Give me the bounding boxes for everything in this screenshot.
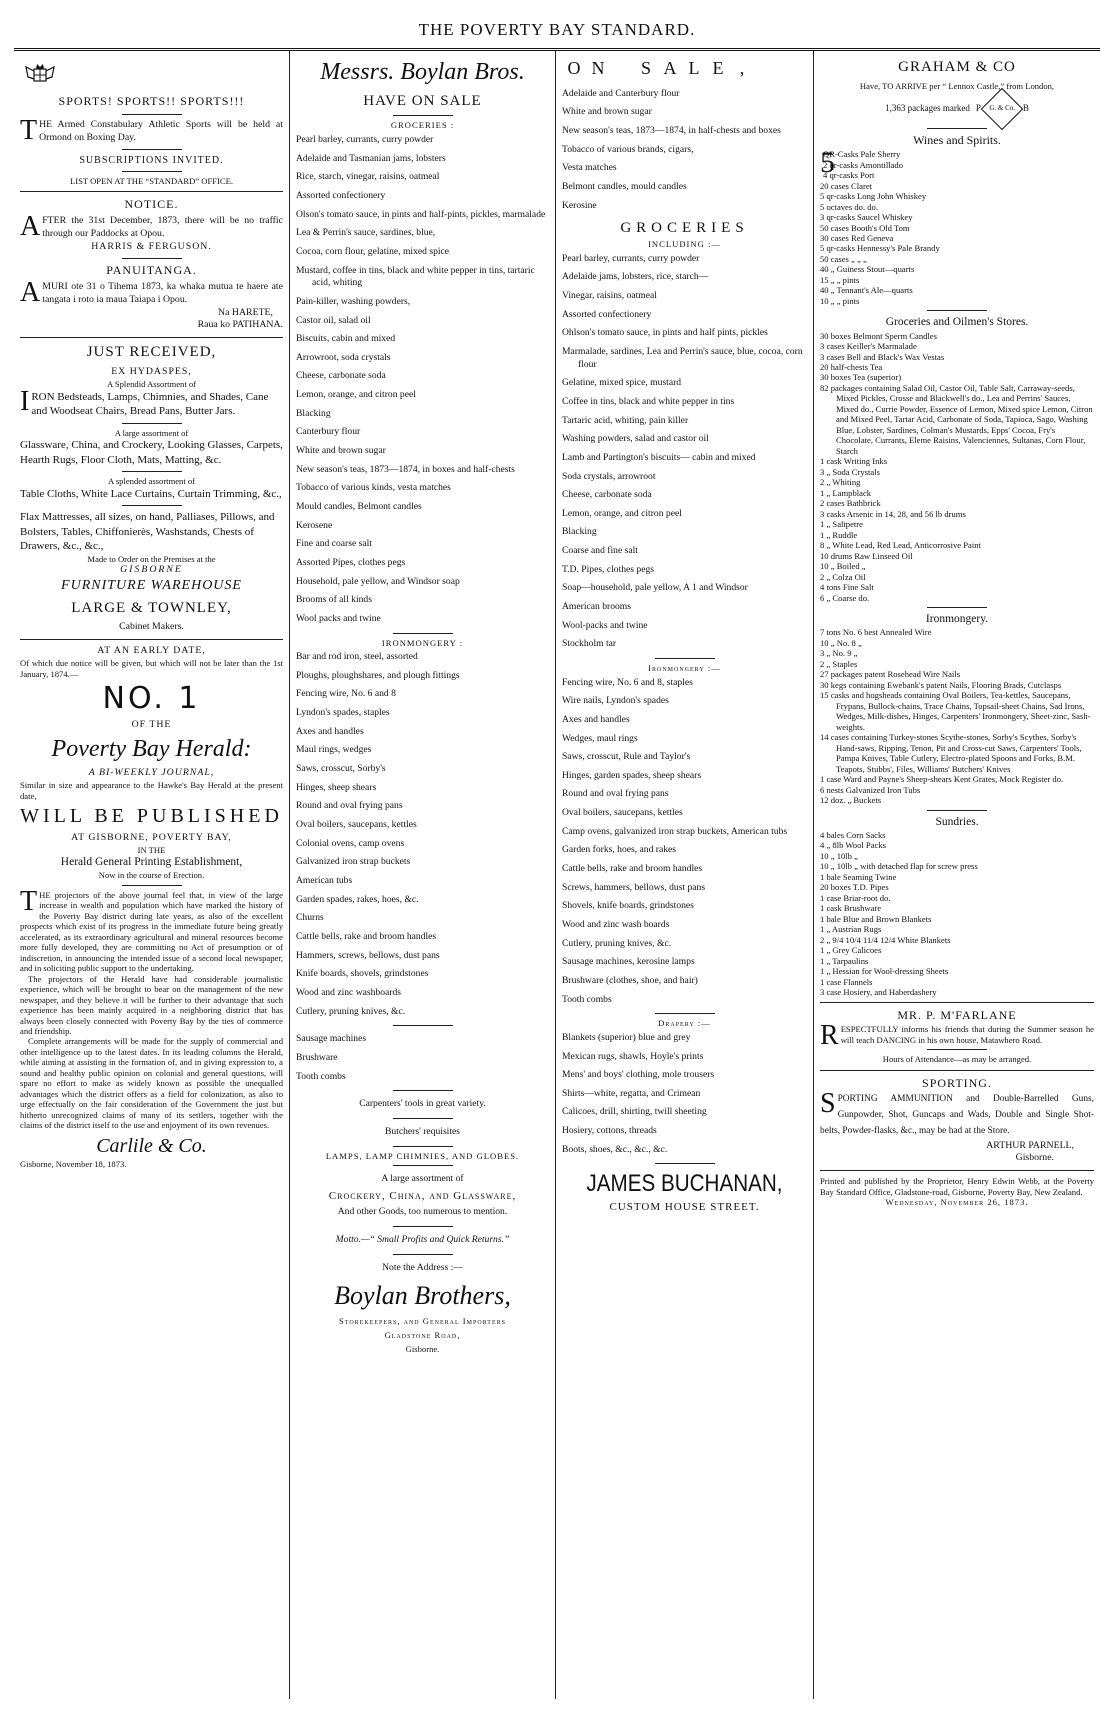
grocery-item: New season's teas, 1873—1874, in boxes and half-chests: [296, 463, 515, 475]
projectors-para-2: The projectors of the Herald have had considerable journalistic experience, which will be brought to bear on the management of the new newspaper, and they believe it will be further to their advantage that such experience has been mainly acquired in a neighboring district that has always been closely connected with Poverty Bay by the ties of commerce and friendship.: [20, 973, 283, 1036]
column-1: [14, 51, 290, 1699]
grocery-item: Marmalade, sardines, Lea and Perrin's sauce, blue, cocoa, corn flour: [562, 345, 803, 370]
sundry-item: Sausage machines: [296, 1033, 367, 1045]
grocery-item: 1 „ Lampblack: [820, 487, 872, 498]
ironmongery-item: Fencing wire, No. 6 and 8, staples: [562, 676, 693, 688]
sundry-item: 1 „ Tarpaulins: [820, 955, 869, 966]
storekeepers: Storekeepers, and General Importers: [339, 1315, 506, 1326]
just-received: JUST RECEIVED,: [86, 344, 217, 361]
ironmongery-item: 7 tons No. 6 best Annealed Wire: [820, 627, 932, 638]
ironmongery-item: 1 case Ward and Payne's Sheep-shears Kent Grates, Mock Register do.: [820, 774, 1064, 785]
list-open: LIST OPEN AT THE “STANDARD” OFFICE.: [69, 175, 234, 186]
grocery-item: Lemon, orange, and citron peel: [562, 507, 682, 519]
ironmongery-item: Tooth combs: [562, 993, 612, 1005]
will-be-published: WILL BE PUBLISHED: [20, 805, 283, 828]
ironmongery-item: Fencing wire, No. 6 and 8: [296, 688, 396, 700]
packages-mark: 1,363 packages marked P G. & Co. B: [820, 94, 1094, 124]
wine-item: 20 cases Claret: [820, 180, 873, 191]
lamps: LAMPS, LAMP CHIMNIES, AND GLOBES.: [325, 1150, 520, 1161]
sundry-item: 4 bales Corn Sacks: [820, 829, 886, 840]
drapery-list: [562, 1029, 807, 1160]
panuitanga-heading: PANUITANGA.: [106, 262, 197, 277]
drapery-item: Mens' and boys' clothing, mole trousers: [562, 1069, 715, 1081]
ironmongery-item: 6 nests Galvanized Iron Tubs: [820, 784, 921, 795]
sundry-item: 1 cask Brushware: [820, 903, 882, 914]
ironmongery-item: Saws, crosscut, Rule and Taylor's: [562, 751, 691, 763]
wine-item: 50 cases „ „ „: [820, 253, 867, 264]
sundries-list: [820, 830, 1094, 998]
ironmongery-item: Hammers, screws, bellows, dust pans: [296, 949, 440, 961]
grocery-item: 2 cases Bathbrick: [820, 498, 881, 509]
wine-item: 4 qr-casks Port: [823, 170, 875, 181]
panuitanga-sig-1: Na HARETE,: [218, 306, 273, 318]
ironmongery-item: Garden forks, hoes, and rakes: [562, 844, 677, 856]
ironmongery-item: Cattle bells, rake and broom handles: [296, 931, 437, 942]
ironmongery-item: Cattle bells, rake and broom handles: [562, 863, 703, 875]
ironmongery-item: Wire nails, Lyndon's spades: [562, 695, 669, 707]
wednesday-date: Wednesday, November 26, 1873.: [885, 1197, 1029, 1208]
ironmongery-item: American tubs: [296, 875, 353, 887]
on-sale-letter: L: [688, 58, 700, 78]
wine-item: 40 „ Guiness Stout—quarts: [820, 264, 915, 275]
grocery-item: 2 „ Whiting: [820, 477, 861, 488]
ironmongery-item: Hinges, garden spades, sheep shears: [562, 769, 702, 781]
ironmongery-item: Bar and rod iron, steel, assorted: [296, 651, 418, 663]
wine-item: 5 qr-casks Long John Whiskey: [820, 191, 927, 202]
sundry-item: 20 boxes T.D. Pipes: [820, 882, 889, 893]
gisborne-c2: Gisborne.: [405, 1344, 440, 1355]
grocery-item: 6 „ Coarse do.: [820, 592, 870, 603]
sundry-item: 1 bale Blue and Brown Blankets: [820, 913, 932, 924]
no-1: NO. 1: [102, 681, 201, 717]
graham-co: GRAHAM & CO: [898, 59, 1016, 75]
grocery-item: Pain-killer, washing powders,: [296, 295, 411, 307]
sporting-body: SPORTING AMMUNITION and Double-Barrelled Guns, Gunpowder, Shot, Guncaps and Wads, Double and Single Shot-belts, Powder-flasks, &c., may be had at the Store.: [820, 1087, 1094, 1136]
sundry-item: 3 case Hosiery, and Haberdashery: [820, 986, 937, 997]
on-sale-item: Vesta matches: [562, 162, 617, 174]
on-sale-item: Tobacco of various brands, cigars,: [562, 143, 694, 155]
grocery-item: Adelaide jams, lobsters, rice, starch—: [562, 271, 709, 283]
ironmongery-item: Ploughs, ploughshares, and plough fittings: [296, 669, 460, 681]
grocery-item: Washing powders, salad and castor oil: [562, 433, 709, 445]
grocery-item: 1 cask Writing Inks: [820, 456, 888, 467]
grocery-item: Lea & Perrin's sauce, sardines, blue,: [296, 227, 436, 239]
custom-house-street: CUSTOM HOUSE STREET.: [609, 1201, 760, 1214]
ironmongery-item: 3 „ No. 9 „: [820, 648, 858, 659]
ironmongery-item: Colonial ovens, camp ovens: [296, 837, 405, 849]
drapery-item: Boots, shoes, &c., &c., &c.: [562, 1143, 668, 1155]
on-sale-item: Belmont candles, mould candles: [562, 181, 687, 193]
ironmongery-item: Axes and handles: [296, 725, 364, 737]
ironmongery-item: Sausage machines, kerosine lamps: [562, 956, 695, 968]
to-arrive: Have, TO ARRIVE per “ Lennox Castle,” from London,: [859, 80, 1055, 91]
on-sale-letter: O: [567, 58, 581, 78]
herald-establishment: Herald General Printing Establishment,: [60, 856, 243, 869]
grocery-item: Coarse and fine salt: [562, 545, 638, 557]
grocery-item: 10 drums Raw Linseed Oil: [820, 550, 913, 561]
sundry-item: 1 „ Austrian Rugs: [820, 924, 882, 935]
similar-size: Similar in size and appearance to the Hawke's Bay Herald at the present date,: [20, 780, 283, 801]
grocery-item: Brooms of all kinds: [296, 594, 372, 606]
sporting-heading: SPORTING.: [922, 1075, 992, 1090]
on-sale-list: [562, 85, 807, 216]
mcfarlane: MR. P. M'FARLANE: [897, 1008, 1017, 1023]
column-3: [556, 51, 814, 1699]
panuitanga-body: AMURI ote 31 o Tihema 1873, ka whaka mutua te haere ate tangata i roto ia maua Taiapa i Opou.: [20, 276, 283, 308]
ironmongery-item: Brushware (clothes, shoe, and hair): [562, 975, 698, 987]
grocery-item: 8 „ White Lead, Red Lead, Anticorrosive Paint: [820, 540, 981, 551]
column-4: [814, 51, 1100, 1699]
subscriptions-invited: SUBSCRIPTIONS INVITED.: [79, 154, 224, 166]
ex-hydaspes: EX HYDASPES,: [111, 366, 192, 378]
on-sale-letter: ,: [739, 58, 745, 78]
of-the: OF THE: [131, 718, 172, 730]
have-on-sale: HAVE ON SALE: [363, 92, 482, 109]
wine-item: 30 cases Red Geneva: [820, 232, 894, 243]
grocery-item: Tobacco of various kinds, vesta matches: [296, 482, 451, 494]
ironmongery-item: Wood and zinc washboards: [296, 986, 401, 998]
grocery-item: Rice, starch, vinegar, raisins, oatmeal: [296, 171, 440, 183]
projectors-para-1: THE projectors of the above journal feel that, in view of the large increase in wealth and population which have marked the history of the Poverty Bay district during late years, as also of the excellent prospects which exist of its progress in the immediate future being greatly accelerated, as its extraordinary agricultural and mineral resources become more fully developed, they are committing no Act of presumption or of indiscretion, in announcing the intended issue of a second local newspaper, and in soliciting public support to the undertaking.: [20, 885, 283, 974]
bi-weekly: A BI-WEEKLY JOURNAL,: [88, 767, 215, 779]
motto: Motto.—“ Small Profits and Quick Returns.”: [335, 1233, 510, 1245]
james-buchanan: JAMES BUCHANAN,: [586, 1170, 783, 1198]
ironmongery-heading-c4: Ironmongery.: [925, 613, 989, 626]
oilmen-list: [820, 331, 1094, 604]
column-2: [290, 51, 556, 1699]
grocery-item: Blacking: [562, 526, 597, 538]
grocery-item: 1 „ Saltpetre: [820, 519, 863, 530]
grocery-item: Soap—household, pale yellow, A 1 and Windsor: [562, 582, 748, 594]
wine-item: 2 qr-casks Amontillado: [823, 159, 904, 170]
grocery-item: 30 boxes Belmont Sperm Candles: [820, 330, 937, 341]
groceries-heading-c3: GROCERIES: [620, 220, 749, 237]
royal-crest-icon: [20, 61, 60, 85]
ironmongery-item: Knife boards, shovels, grindstones: [296, 968, 429, 980]
ironmongery-list: [296, 648, 549, 1021]
on-sale-letter: N: [591, 58, 605, 78]
course-of-erection: Now in the course of Erection.: [98, 870, 205, 881]
carlile-co: Carlile & Co.: [96, 1134, 207, 1157]
grocery-item: 3 „ Soda Crystals: [820, 466, 880, 477]
grocery-item: 3 cases Bell and Black's Wax Vestas: [820, 351, 945, 362]
iron-bedsteads: IRON Bedsteads, Lamps, Chimnies, and Shades, Cane and Woodseat Chairs, Bread Pans, Butter Jars.: [20, 385, 269, 418]
cabinet-makers: Cabinet Makers.: [119, 621, 184, 633]
grocery-item: 30 boxes Tea (superior): [820, 372, 902, 383]
sundry-item: 1 „ Hessian for Wool-dressing Sheets: [820, 966, 949, 977]
grocery-item: Lamb and Partington's biscuits— cabin and mixed: [562, 451, 756, 463]
grocery-item: Soda crystals, arrowroot: [562, 470, 656, 482]
including: INCLUDING :—: [648, 239, 721, 250]
grocery-item: 1 „ Ruddle: [820, 529, 858, 540]
ironmongery-item: 14 cases containing Turkey-stones Scythe-stones, Sorby's Scythes, Sorby's Hand-saws, Ripping, Tenon, Pit and Cross-cut Saws, Carpenters' Tools, Pampa Knives, Table Cutlery, Electro-plated Spoons and Forks, B.M. Teapots, Stubbs', Files, Williams' Butchers' Knives: [820, 732, 1082, 774]
ironmongery-item: Lyndon's spades, staples: [296, 707, 390, 719]
grocery-item: Wool packs and twine: [296, 613, 381, 625]
ironmongery-item: Cutlery, pruning knives, &c.: [562, 937, 672, 949]
sundry-item: 10 „ 10lb „: [820, 850, 858, 861]
ironmongery-list-c3: [562, 674, 807, 1010]
groceries-list-c3: [562, 250, 807, 654]
drapery-item: Mexican rugs, shawls, Hoyle's prints: [562, 1050, 704, 1062]
on-sale-letter: S: [640, 58, 651, 78]
drapery-heading: Drapery :—: [658, 1018, 711, 1029]
grocery-item: T.D. Pipes, clothes pegs: [562, 563, 655, 575]
wine-item: 3 qr-casks Saucel Whiskey: [820, 212, 913, 223]
grocery-item: 2 „ Colza Oil: [820, 571, 866, 582]
splendid-assortment: A Splendid Assortment of: [106, 379, 197, 390]
ironmongery-item: Shovels, knife boards, grindstones: [562, 900, 694, 912]
grocery-item: 20 half-chests Tea: [820, 362, 883, 372]
columns: [14, 51, 1100, 1699]
groceries-heading: GROCERIES :: [390, 120, 455, 131]
wine-item: 5 qr-casks Hennessy's Pale Brandy: [820, 243, 940, 254]
arthur-parnell: ARTHUR PARNELL,: [986, 1139, 1074, 1151]
wine-list: 5 QR-Casks Pale Sherry 2 qr-casks Amontillado 4 qr-casks Port 20 cases Claret 5 qr-casks Long John Whiskey 5 octaves do. do. 3 qr-casks Saucel Whiskey 50 cases Booth's Old Tom 30 cases Red Geneva 5 qr-casks Hennessy's Pale Brandy 50 cases „ „ „ 40 „ Guiness Stout—quarts 15 „ „ pints 40 „ Tennant's Ale—quarts 10 „ „ pints: [820, 149, 1094, 306]
ironmongery-item: Garden spades, rakes, hoes, &c.: [296, 893, 419, 905]
ironmongery-item: Camp ovens, galvanized iron strap buckets, American tubs: [562, 825, 788, 837]
grocery-item: Assorted Pipes, clothes pegs: [296, 557, 406, 569]
in-the: IN THE: [137, 844, 166, 855]
gisborne-label: GISBORNE: [120, 564, 183, 576]
sundry-item: 1 „ Grey Calicoes: [820, 945, 882, 956]
grocery-item: Lemon, orange, and citron peel: [296, 389, 416, 401]
wine-item: 50 cases Booth's Old Tom: [820, 222, 910, 233]
grocery-item: Mould candles, Belmont candles: [296, 501, 422, 513]
dateline: Gisborne, November 18, 1873.: [20, 1159, 127, 1170]
grocery-item: Arrowroot, soda crystals: [296, 351, 391, 363]
wine-item: 40 „ Tennant's Ale—quarts: [820, 285, 913, 296]
sundry-item: 1 case Briar-root do.: [820, 892, 891, 903]
grocery-item: Wool-packs and twine: [562, 619, 648, 631]
grocery-item: Cheese, carbonate soda: [296, 370, 386, 382]
grocery-item: 10 „ Boiled „: [820, 561, 866, 572]
sundry-item: 4 „ 8lb Wool Packs: [820, 840, 886, 851]
ironmongery-item: 15 casks and hogsheads containing Oval Boilers, Tea-kettles, Saucepans, Frypans, Bullock-chains, Trace Chains, Topsail-sheet Chains, Sad Irons, Wedges, Milk-dishes, Hinges, Carpenters' Ironmongery, Sheet-zinc, Sash-weights.: [820, 690, 1091, 732]
sundry-item: Brushware: [296, 1051, 338, 1063]
grocery-item: Assorted confectionery: [562, 308, 652, 320]
crockery: Crockery, China, and Glassware,: [328, 1189, 517, 1202]
grocery-item: 3 casks Arsenic in 14, 28, and 56 lb drums: [820, 508, 966, 519]
ironmongery-heading: IRONMONGERY :: [381, 637, 464, 648]
boylan-bros-title: Messrs. Boylan Bros.: [320, 59, 525, 85]
ironmongery-item: Oval boilers, saucepans, kettles: [562, 807, 683, 819]
ironmongery-item: Maul rings, wedges: [296, 744, 372, 756]
grocery-item: Mustard, coffee in tins, black and white pepper in tins, tartaric acid, whiting: [296, 264, 535, 289]
ironmongery-item: Galvanized iron strap buckets: [296, 856, 411, 868]
groceries-oilmen: Groceries and Oilmen's Stores.: [885, 316, 1029, 329]
drapery-item: Hosiery, cottons, threads: [562, 1125, 657, 1137]
grocery-item: Household, pale yellow, and Windsor soap: [296, 575, 460, 587]
splendid-assortment-2: A splended assortment of: [107, 476, 196, 487]
masthead: THE POVERTY BAY STANDARD.: [418, 20, 696, 39]
ironmongery-item: 30 kegs containing Ewebank's patent Nails, Flooring Brads, Cutclasps: [820, 679, 1062, 690]
on-sale-letter: A: [663, 58, 677, 78]
grocery-item: Canterbury flour: [296, 426, 361, 438]
dancing-notice: RESPECTFULLY informs his friends that during the Summer season he will teach DANCING in his own house, Matawhero Road.: [820, 1020, 1094, 1052]
at-gisborne: AT GISBORNE, POVERTY BAY,: [71, 831, 232, 843]
large-assortment-2: A large assortment of: [381, 1173, 464, 1185]
large-townley: LARGE & TOWNLEY,: [71, 599, 232, 616]
drapery-item: Calicoes, drill, shirting, twill sheeting: [562, 1106, 707, 1118]
grocery-item: Olson's tomato sauce, in pints and half-pints, pickles, marmalade: [296, 208, 546, 220]
imprint: Printed and published by the Proprietor, Henry Edwin Webb, at the Poverty Bay Standard Office, Gladstone-road, Gisborne, Poverty Bay, New Zealand.: [820, 1176, 1094, 1197]
ironmongery-item: Screws, hammers, bellows, dust pans: [562, 881, 706, 893]
other-goods: And other Goods, too numerous to mention.: [337, 1206, 508, 1218]
ironmongery-item: Round and oval frying pans: [296, 800, 403, 812]
grocery-item: Kerosene: [296, 519, 333, 531]
hours-attendance: Hours of Attendance—as may be arranged.: [882, 1054, 1032, 1065]
sundry-item: 10 „ 10lb „ with detached flap for screw press: [820, 861, 978, 872]
ironmongery-item: Wedges, maul rings: [562, 732, 638, 744]
carpenters-tools: Carpenters' tools in great variety.: [359, 1098, 486, 1110]
grocery-item: Stockholm tar: [562, 638, 617, 650]
grocery-item: Fine and coarse salt: [296, 538, 372, 550]
grocery-item: Vinegar, raisins, oatmeal: [562, 289, 657, 301]
early-date: AT AN EARLY DATE,: [97, 645, 206, 657]
ironmongery-item: Cutlery, pruning knives, &c.: [296, 1005, 406, 1017]
grocery-item: American brooms: [562, 601, 632, 613]
package-mark-diamond: G. & Co.: [981, 88, 1023, 130]
wine-item: QR-Casks Pale Sherry: [823, 149, 901, 160]
large-assortment: A large assortment of: [114, 427, 189, 438]
on-sale-item: Adelaide and Canterbury flour: [562, 87, 680, 99]
on-sale-item: Kerosine: [562, 199, 597, 211]
note-address: Note the Address :—: [382, 1261, 463, 1273]
on-sale-item: New season's teas, 1873—1874, in half-chests and boxes: [562, 125, 781, 137]
grocery-item: 3 cases Keiller's Marmalade: [820, 341, 917, 352]
grocery-item: Adelaide and Tasmanian jams, lobsters: [296, 152, 446, 164]
ironmongery-item: Wood and zinc wash boards: [562, 919, 670, 931]
grocery-item: Cheese, carbonate soda: [562, 489, 652, 501]
grocery-item: Cocoa, corn flour, gelatine, mixed spice: [296, 245, 450, 257]
ironmongery-item: 2 „ Staples: [820, 658, 858, 669]
ironmongery-item: Axes and handles: [562, 713, 630, 725]
ironmongery-item: Hinges, sheep shears: [296, 781, 377, 793]
projectors-para-3: Complete arrangements will be made for the supply of commercial and other intelligence up to the latest dates. In its leading columns the Herald, while aiming at assisting in the formation of, and in giving expression to, a sound and healthy public opinion on colonial and general questions, will spare no effort to make as widely known as possible the unequalled advantages which the district offers as a field for colonization, as also to urge effectually on the fair consideration of the Government the just but hitherto unrecognized claims of many of its settlers, together with the claims of the district itself to the use and enjoyment of its own revenues.: [20, 1036, 283, 1131]
butchers-requisites: Butchers' requisites: [385, 1125, 460, 1137]
on-sale-heading: [562, 57, 807, 81]
sundry-item: 2 „ 9/4 10/4 11/4 12/4 White Blankets: [820, 934, 951, 945]
drapery-item: Shirts—white, regatta, and Crimean: [562, 1087, 701, 1099]
wine-item: 15 „ „ pints: [820, 274, 860, 285]
grocery-item: Coffee in tins, black and white pepper in tins: [562, 395, 735, 407]
drapery-item: Blankets (superior) blue and grey: [562, 1031, 691, 1043]
made-to-order: Made to Order on the Premises at the: [87, 553, 216, 564]
grocery-item: 82 packages containing Salad Oil, Castor Oil, Table Salt, Carraway-seeds, Mixed Pickles, Crosse and Blackwell's do., Lea and Perrins' Sauces, Mixed do., Currie Powder, Essence of Lemon, Mixed spice Lemon, Citron and Mixed Peel, Tartar Acid, Carbonate of Soda, Tapioca, Sago, Washing Blue, Lobster, Sardines, Colman's Mustards, Epps' Cocoa, Fry's Chocolate, Currants, Eleme Raisins, Valenciennes, Sultanas, Corn Flour, Starch: [820, 382, 1093, 456]
ironmongery-item: Churns: [296, 912, 324, 924]
sundry-list: [296, 1030, 549, 1086]
early-date-body: Of which due notice will be given, but which will not be later than the 1st January, 1874.—: [20, 658, 283, 679]
grocery-item: Assorted confectionery: [296, 189, 386, 201]
wine-item: 5 octaves do. do.: [820, 201, 878, 212]
panuitanga-sig-2: Raua ko PATIHANA.: [197, 319, 283, 331]
furniture-warehouse: FURNITURE WAREHOUSE: [61, 578, 242, 594]
poverty-bay-herald: Poverty Bay Herald:: [51, 735, 252, 762]
grocery-item: Tartaric acid, whiting, pain killer: [562, 414, 689, 426]
notice-signature: HARRIS & FERGUSON.: [91, 240, 212, 252]
ironmongery-item: 10 „ No. 8 „: [820, 637, 862, 648]
ironmongery-item: Oval boilers, saucepans, kettles: [296, 819, 417, 831]
grocery-item: Ohlson's tomato sauce, in pints and half pints, pickles: [562, 327, 768, 339]
sundry-item: 1 case Flannels: [820, 976, 873, 987]
notice-body: AFTER the 31st December, 1873, there will be no traffic through our Paddocks at Opou.: [20, 211, 283, 243]
boylan-brothers: Boylan Brothers,: [334, 1281, 511, 1311]
on-sale-item: White and brown sugar: [562, 106, 652, 118]
sundry-item: 1 bale Seaming Twine: [820, 871, 897, 882]
sports-notice: THE Armed Constabulary Athletic Sports will be held at Ormond on Boxing Day.: [20, 114, 283, 146]
tablecloths-list: Table Cloths, White Lace Curtains, Curtain Trimming, &c.,: [20, 487, 282, 500]
notice-heading: NOTICE.: [124, 197, 179, 212]
grocery-item: Castor oil, salad oil: [296, 314, 371, 326]
sports-title: SPORTS! SPORTS!! SPORTS!!!: [58, 93, 245, 108]
grocery-list: [296, 131, 549, 629]
ironmongery-item: 12 doz. „ Buckets: [820, 795, 882, 806]
on-sale-letter: E: [712, 58, 724, 78]
sundry-item: Tooth combs: [296, 1070, 346, 1082]
grocery-item: Blacking: [296, 407, 331, 419]
ironmongery-list-c4: [820, 627, 1094, 805]
wine-item: 10 „ „ pints: [820, 295, 860, 306]
ironmongery-heading-c3: Ironmongery :—: [648, 663, 721, 674]
ironmongery-item: 27 packages patent Rosehead Wire Nails: [820, 669, 961, 680]
grocery-item: 4 tons Fine Salt: [820, 582, 874, 593]
ironmongery-item: Saws, crosscut, Sorby's: [296, 763, 386, 775]
parnell-location: Gisborne.: [1015, 1152, 1054, 1164]
grocery-item: White and brown sugar: [296, 445, 386, 457]
ironmongery-item: Round and oval frying pans: [562, 788, 669, 800]
sundries-heading: Sundries.: [935, 815, 979, 828]
gladstone-road: Gladstone Road,: [384, 1329, 461, 1340]
flax-list: Flax Mattresses, all sizes, on hand, Palliases, Pillows, and Bolsters, Tables, Chiffonierès, Washstands, Chests of Drawers, &c., &c.,: [20, 511, 275, 553]
wines-spirits: Wines and Spirits.: [913, 133, 1001, 148]
glassware-list: Glassware, China, and Crockery, Looking Glasses, Carpets, Hearth Rugs, Floor Cloth, Mats, Matting, &c.: [20, 439, 283, 466]
grocery-item: Pearl barley, currants, curry powder: [562, 252, 700, 264]
grocery-item: Pearl barley, currants, curry powder: [296, 133, 434, 145]
grocery-item: Biscuits, cabin and mixed: [296, 333, 396, 345]
grocery-item: Gelatine, mixed spice, mustard: [562, 377, 682, 389]
